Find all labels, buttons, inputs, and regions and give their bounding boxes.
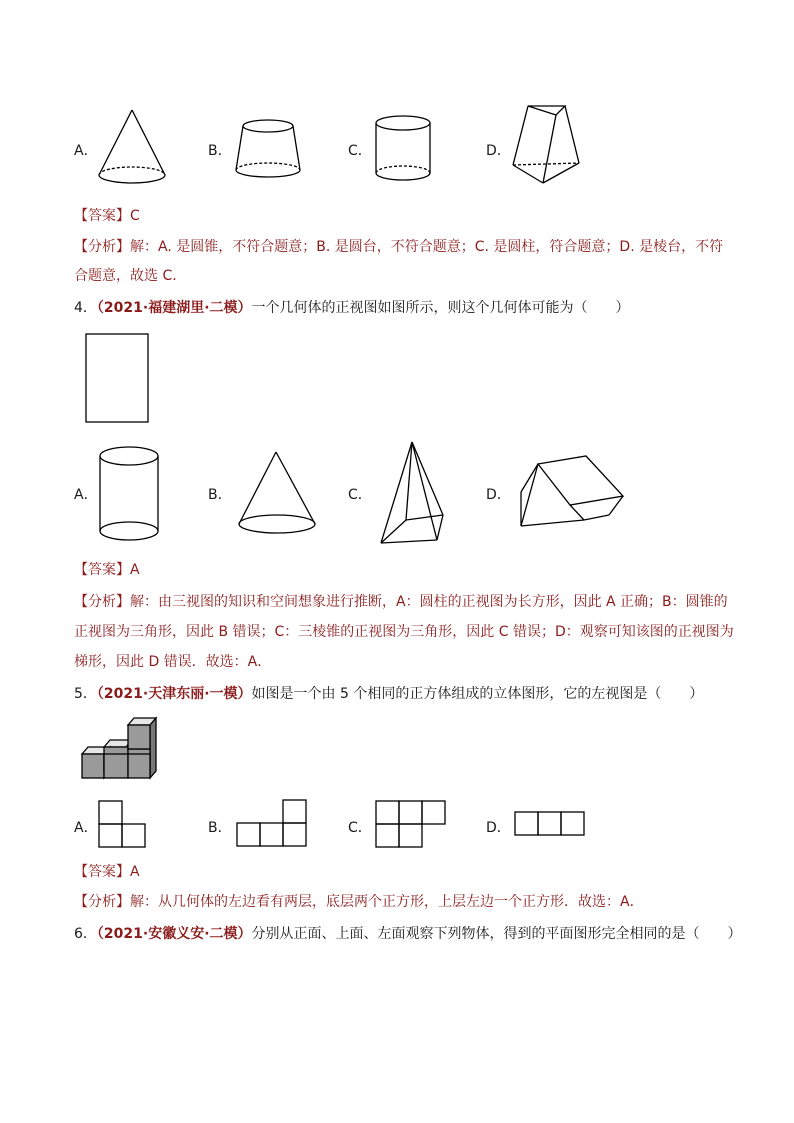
analysis-text: 解：由三视图的知识和空间想象进行推断，A：圆柱的正视图为长方形，因此 A 正确；B：圆锥的 xyxy=(130,594,728,610)
q5-cube-stack-figure xyxy=(76,717,160,783)
q4-option-c-label: C． xyxy=(348,487,372,503)
q4-cone-figure xyxy=(236,450,320,538)
q4-analysis-line xyxy=(74,592,728,612)
q4-option-d-label: D． xyxy=(486,487,511,503)
answer-value: C xyxy=(130,208,140,224)
analysis-text: 解：A. 是圆锥，不符合题意；B. 是圆台，不符合题意；C. 是圆柱，符合题意；D. 是棱台，不符 xyxy=(130,239,724,255)
q5-stem-text: 如图是一个由 5 个相同的正方体组成的立体图形，它的左视图是（ ） xyxy=(251,686,704,702)
answer-tag: 【答案】 xyxy=(74,208,130,224)
q4-number: 4． xyxy=(74,300,97,316)
q3-cone-figure xyxy=(96,108,171,188)
analysis-text: 解：从几何体的左边看有两层，底层两个正方形，上层左边一个正方形．故选：A． xyxy=(130,894,644,910)
q4-front-view-rect xyxy=(84,332,150,424)
q5-number: 5． xyxy=(74,686,97,702)
q3-analysis-cont: 合题意，故选 C． xyxy=(74,268,187,284)
q4-analysis-cont-1: 正视图为三角形，因此 B 错误；C：三棱锥的正视图为三角形，因此 C 错误；D：观察可知该图的正视图为 xyxy=(74,624,734,640)
answer-tag: 【答案】 xyxy=(74,864,130,880)
q4-frustum-figure xyxy=(518,454,626,532)
q6-source: （2021·安徽义安·二模） xyxy=(96,926,252,942)
answer-value: A xyxy=(130,562,140,578)
q5-stem xyxy=(74,684,703,704)
q6-number: 6． xyxy=(74,926,97,942)
q4-stem-text: 一个几何体的正视图如图所示，则这个几何体可能为（ ） xyxy=(251,300,630,316)
q4-stem xyxy=(74,298,630,318)
q5-option-d-label: D． xyxy=(486,820,511,836)
q6-stem-text: 分别从正面、上面、左面观察下列物体，得到的平面图形完全相同的是（ ） xyxy=(251,926,742,942)
q5-source: （2021·天津东丽·一模） xyxy=(96,686,252,702)
q4-pyramid-figure xyxy=(378,440,448,548)
analysis-tag: 【分析】 xyxy=(74,239,130,255)
q5-answer-line xyxy=(74,862,140,882)
q5-option-b-view xyxy=(236,799,310,849)
answer-tag: 【答案】 xyxy=(74,562,130,578)
q3-frustum-figure xyxy=(234,118,304,183)
analysis-tag: 【分析】 xyxy=(74,594,130,610)
q4-analysis-cont-2: 梯形，因此 D 错误．故选：A． xyxy=(74,654,272,670)
q4-option-a-label: A． xyxy=(74,487,98,503)
q3-option-a-label: A． xyxy=(74,143,98,159)
q3-option-c-label: C． xyxy=(348,143,372,159)
q3-analysis-line xyxy=(74,237,723,257)
q3-answer-line xyxy=(74,206,140,226)
q4-cylinder-figure xyxy=(98,445,162,545)
q5-option-b-label: B． xyxy=(208,820,232,836)
q5-option-a-view xyxy=(98,800,148,850)
q5-option-d-view xyxy=(514,811,588,839)
q5-option-c-label: C． xyxy=(348,820,372,836)
q3-option-b-label: B． xyxy=(208,143,232,159)
q3-prism-figure xyxy=(510,103,585,188)
q5-option-a-label: A． xyxy=(74,820,98,836)
q3-option-d-label: D． xyxy=(486,143,511,159)
q5-option-c-view xyxy=(375,800,449,850)
q6-stem xyxy=(74,924,742,944)
q4-source: （2021·福建湖里·二模） xyxy=(96,300,252,316)
q4-answer-line xyxy=(74,560,140,580)
q5-analysis-line xyxy=(74,892,644,912)
q4-option-b-label: B． xyxy=(208,487,232,503)
analysis-tag: 【分析】 xyxy=(74,894,130,910)
q3-cylinder-figure xyxy=(374,113,434,188)
answer-value: A xyxy=(130,864,140,880)
